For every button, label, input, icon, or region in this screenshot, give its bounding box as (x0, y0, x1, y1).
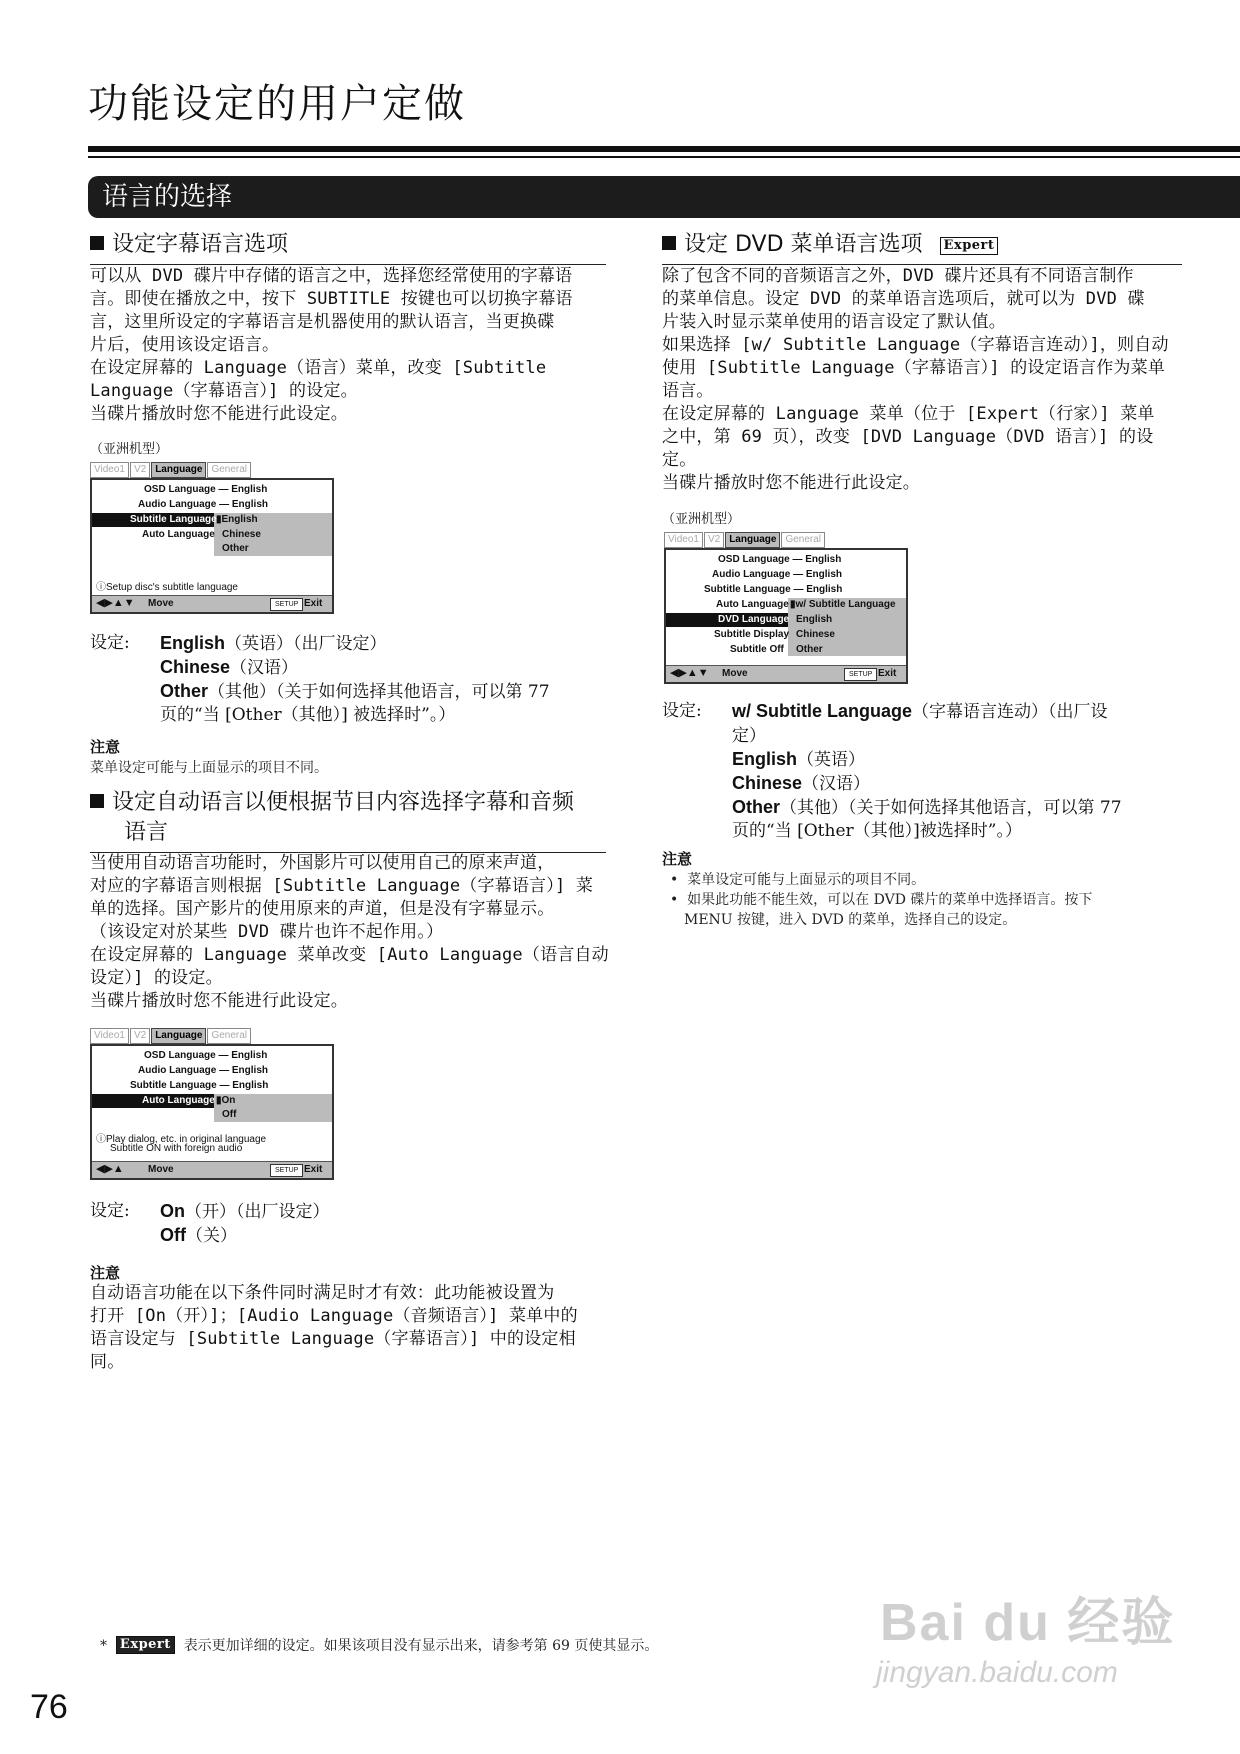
setup-key-icon: SETUP (844, 668, 877, 681)
osd-option: Other (222, 543, 249, 554)
osd-option: ▮On (216, 1095, 236, 1106)
arrow-keys-icon: ◀▶▲ (96, 1163, 124, 1175)
bullet-square-icon (90, 236, 104, 250)
tab-v2: V2 (130, 1028, 150, 1044)
page-title: 功能设定的用户定做 (88, 81, 466, 127)
tab-video1: Video1 (90, 462, 129, 478)
osd-subtitle-language-screen (90, 462, 334, 614)
tab-video1: Video1 (664, 532, 703, 548)
osd-row: Auto Language (716, 599, 789, 610)
osd-row: OSD Language — English (718, 554, 842, 565)
osd-row-selected: Auto Language (142, 1095, 215, 1106)
footer-note: * Expert 表示更加详细的设定。如果该项目没有显示出来，请参考第 69 页使其显示。 (100, 1637, 659, 1654)
osd-row-selected: Subtitle Language (130, 514, 217, 525)
title-rule (88, 146, 1240, 152)
note-list: • 菜单设定可能与上面显示的项目不同。 • 如果此功能不能生效，可以在 DVD 碟片的菜单中选择语言。按下 MENU 按键，进入 DVD 的菜单，选择自己的设定。 (670, 872, 1093, 928)
osd-option: English (796, 614, 833, 625)
dvd-menu-language-text: 除了包含不同的音频语言之外，DVD 碟片还具有不同语言制作 的菜单信息。设定 DVD 的菜单语言选项后，就可以为 DVD 碟 片装入时显示菜单使用的语言设定了默认值。 如果选择 [w/ Subtitle Language（字幕语言连动）]，则自动 使用 [Subtitle Language（字幕语言）] 的设定语言作为菜单 语言。 在设定屏幕的 Language 菜单（位于 [Expert（行家）] 菜单 之中，第 69 页），改变 [DVD Language（DVD 语言）] 的设 定。 当碟片播放时您不能进行此设定。 (662, 266, 1169, 493)
tab-v2: V2 (704, 532, 724, 548)
osd-row: Subtitle Off (730, 644, 784, 655)
tab-general: General (207, 1028, 251, 1044)
osd-row: Subtitle Display (714, 629, 790, 640)
dvd-menu-language-heading: 设定 DVD 菜单语言选项 Expert (662, 230, 1182, 265)
osd-tabs (90, 462, 252, 478)
osd-option: ▮w/ Subtitle Language (790, 599, 896, 610)
baidu-watermark-url: jingyan.baidu.com (876, 1656, 1118, 1689)
tab-general: General (207, 462, 251, 478)
expert-badge: Expert (116, 1636, 175, 1654)
osd-row-selected: DVD Language (718, 614, 790, 625)
osd-option: Off (222, 1109, 237, 1120)
subtitle-language-heading: 设定字幕语言选项 (90, 230, 606, 265)
osd-row: OSD Language — English (144, 484, 268, 495)
osd-info: ⓘSetup disc's subtitle language (96, 582, 238, 593)
model-note: （亚洲机型） (90, 442, 169, 457)
osd-bottom-bar: ◀▶▲▼ Move SETUP Exit (666, 665, 906, 682)
tab-language: Language (725, 532, 780, 548)
model-note: （亚洲机型） (662, 512, 741, 527)
baidu-watermark-logo: Bai du 经验 (880, 1594, 1176, 1652)
osd-info: ⓘPlay dialog, etc. in original language (96, 1134, 267, 1145)
auto-language-text: 当使用自动语言功能时，外国影片可以使用自己的原来声道， 对应的字幕语言则根据 [Subtitle Language（字幕语言）] 菜 单的选择。国产影片的使用原来的声道，但是没有字幕显示。 （该设定对於某些 DVD 碟片也许不起作用。） 在设定屏幕的 Language 菜单改变 [Auto Language（语言自动 设定）] 的设定。 当碟片播放时您不能进行此设定。 (90, 853, 609, 1011)
osd-frame (90, 478, 334, 614)
arrow-keys-icon: ◀▶▲▼ (96, 597, 135, 609)
osd-auto-language-screen (90, 1028, 334, 1180)
osd-frame (90, 1044, 334, 1180)
tab-language: Language (151, 462, 206, 478)
settings-list: English（英语）（出厂设定） Chinese（汉语） Other（其他）（关于如何选择其他语言，可以第 77 页的“当 [Other（其他）] 被选择时”。） (160, 633, 550, 725)
osd-row: OSD Language — English (144, 1050, 268, 1061)
osd-row: Auto Language (142, 529, 215, 540)
bullet-square-icon (662, 236, 676, 250)
setup-key-icon: SETUP (270, 1164, 303, 1177)
settings-label: 设定: (90, 633, 130, 653)
note-title: 注意 (90, 1264, 121, 1282)
title-rule-thin (88, 156, 1240, 158)
tab-v2: V2 (130, 462, 150, 478)
page-number: 76 (30, 1688, 68, 1726)
osd-info: Subtitle ON with foreign audio (110, 1143, 243, 1154)
osd-row: Subtitle Language — English (704, 584, 843, 595)
osd-row: Subtitle Language — English (130, 1080, 269, 1091)
osd-tabs (90, 1028, 252, 1044)
settings-list: w/ Subtitle Language（字幕语言连动）（出厂设 定） English（英语） Chinese（汉语） Other（其他）（关于如何选择其他语言，可以第 77 页的“当 [Other（其他）]被选择时”。） (732, 701, 1122, 841)
expert-badge: Expert (940, 237, 999, 255)
osd-dvd-language-screen (664, 532, 908, 684)
osd-option: Chinese (222, 529, 261, 540)
osd-option: Other (796, 644, 823, 655)
tab-language: Language (151, 1028, 206, 1044)
osd-bottom-bar: ◀▶▲ Move SETUP Exit (92, 1161, 332, 1178)
tab-video1: Video1 (90, 1028, 129, 1044)
osd-row: Audio Language — English (138, 499, 268, 510)
settings-label: 设定: (662, 701, 702, 721)
note-text: 菜单设定可能与上面显示的项目不同。 (90, 760, 328, 776)
section-banner: 语言的选择 (88, 176, 1240, 218)
osd-tabs (664, 532, 826, 548)
auto-language-note: 自动语言功能在以下条件同时满足时才有效：此功能被设置为 打开 [On（开）]；[Audio Language（音频语言）] 菜单中的 语言设定与 [Subtitle Language（字幕语言）] 中的设定相 同。 (90, 1283, 578, 1372)
tab-general: General (781, 532, 825, 548)
osd-option: ▮English (216, 514, 258, 525)
osd-row: Audio Language — English (712, 569, 842, 580)
note-title: 注意 (662, 850, 693, 868)
settings-list: On（开）（出厂设定） Off（关） (160, 1201, 330, 1246)
subtitle-language-text: 可以从 DVD 碟片中存储的语言之中，选择您经常使用的字幕语 言。即使在播放之中，按下 SUBTITLE 按键也可以切换字幕语 言，这里所设定的字幕语言是机器使用的默认语言，当更换碟 片后，使用该设定语言。 在设定屏幕的 Language（语言）菜单，改变 [Subtitle Language（字幕语言）] 的设定。 当碟片播放时您不能进行此设定。 (90, 266, 573, 424)
settings-label: 设定: (90, 1201, 130, 1221)
bullet-square-icon (90, 794, 104, 808)
osd-option: Chinese (796, 629, 835, 640)
auto-language-heading: 设定自动语言以便根据节目内容选择字幕和音频 语言 (90, 788, 606, 853)
osd-row: Audio Language — English (138, 1065, 268, 1076)
arrow-keys-icon: ◀▶▲▼ (670, 667, 709, 679)
setup-key-icon: SETUP (270, 598, 303, 611)
osd-frame (664, 548, 908, 684)
note-title: 注意 (90, 738, 121, 756)
osd-bottom-bar: ◀▶▲▼ Move SETUP Exit (92, 595, 332, 612)
